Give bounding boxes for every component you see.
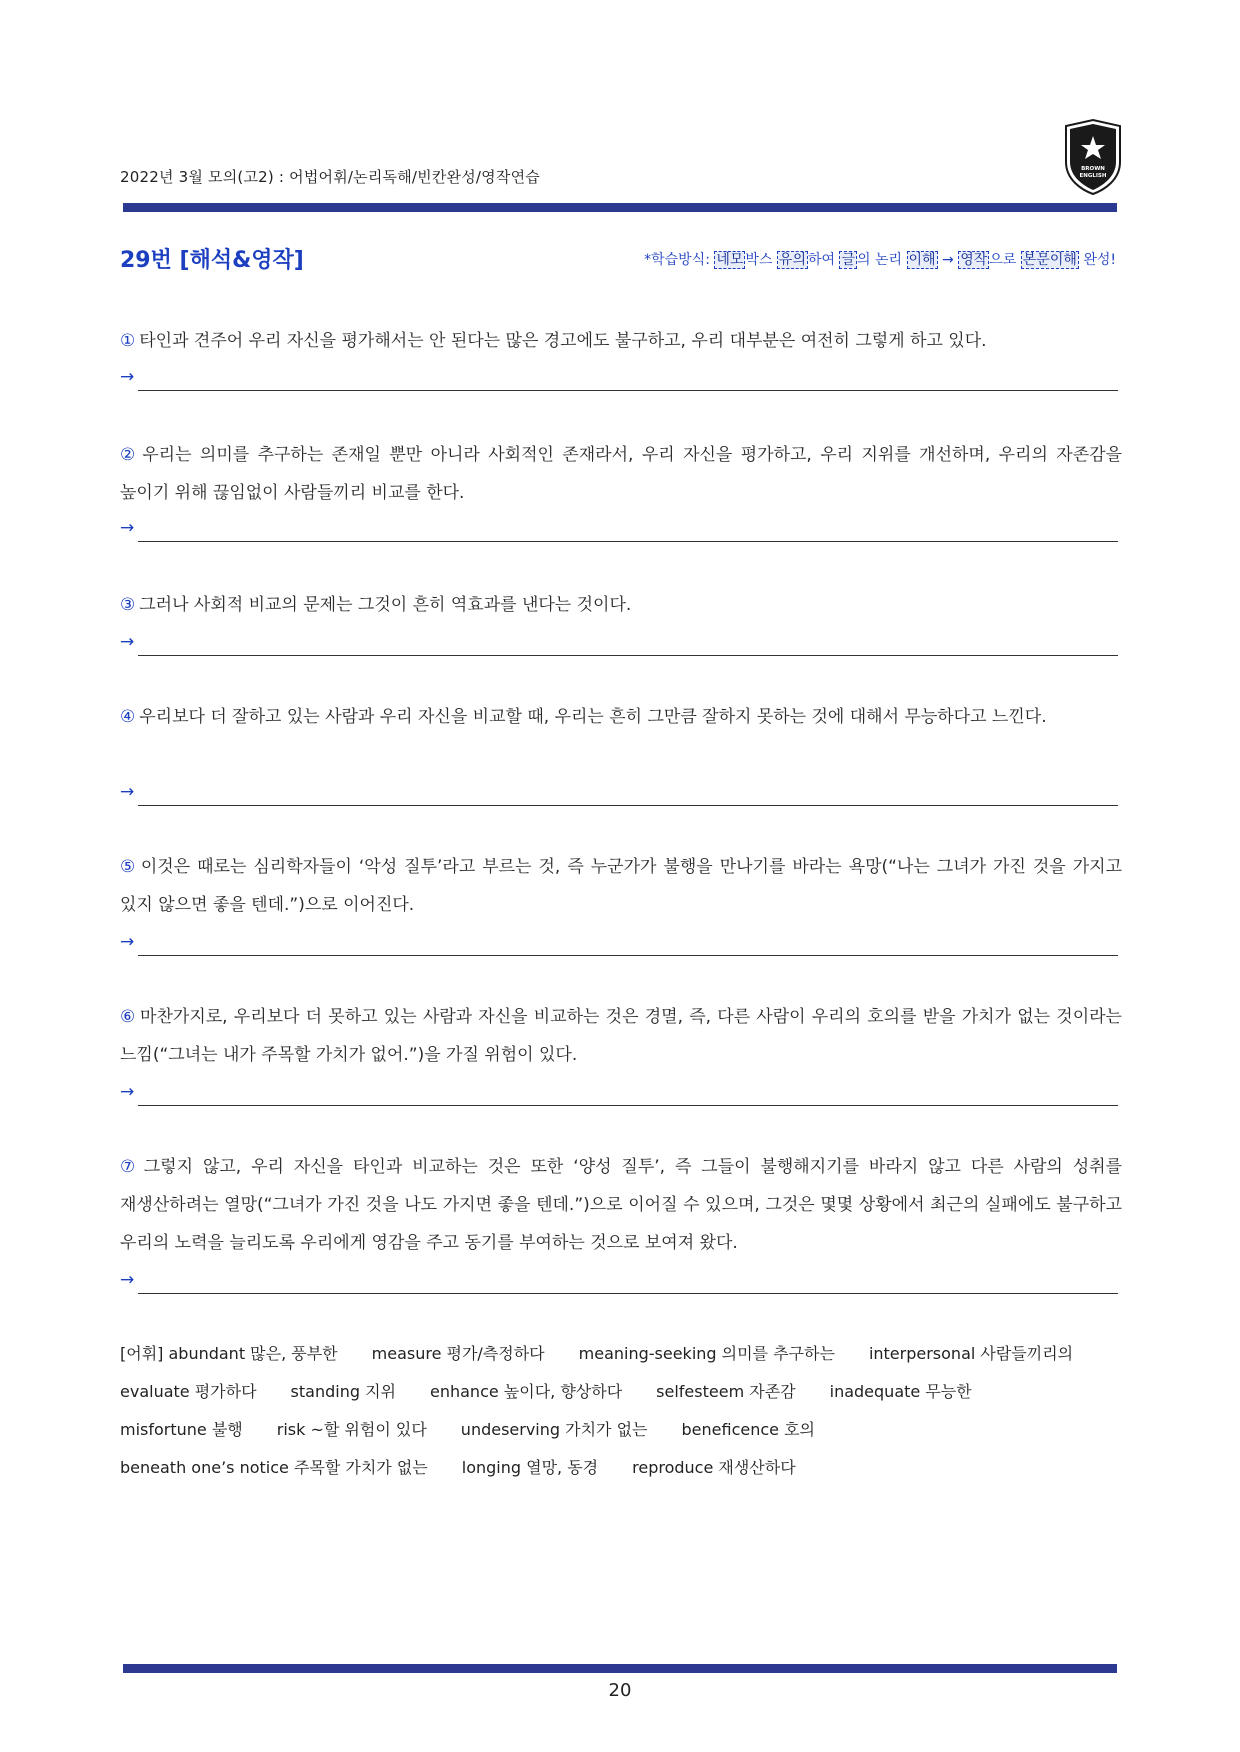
study-method-text-3: 의 논리 <box>857 252 907 268</box>
answer-line-2[interactable] <box>120 516 1118 546</box>
translation-item-2 <box>120 436 1122 512</box>
item-text: 타인과 견주어 우리 자신을 평가해서는 안 된다는 많은 경고에도 불구하고, 우리 대부분은 여전히 그렇게 하고 있다. <box>139 331 987 351</box>
translation-item-5 <box>120 848 1122 924</box>
document-header-title: 2022년 3월 모의(고2) : 어법어휘/논리독해/빈칸완성/영작연습 <box>120 168 540 186</box>
vocab-entry: meaning-seeking 의미를 추구하는 <box>578 1344 835 1363</box>
vocab-row-1 <box>120 1335 1120 1373</box>
translation-item-7 <box>120 1148 1122 1262</box>
arrow-icon: → <box>120 932 135 952</box>
item-number: ⑤ <box>120 857 137 877</box>
item-number: ② <box>120 445 139 465</box>
vocab-entry: enhance 높이다, 향상하다 <box>430 1382 623 1401</box>
arrow-icon: → <box>120 782 135 802</box>
item-text: 그러나 사회적 비교의 문제는 그것이 흔히 역효과를 낸다는 것이다. <box>139 595 632 615</box>
study-method-text-6: 완성! <box>1078 252 1116 268</box>
logo-line-2: ENGLISH <box>1079 173 1107 179</box>
writing-line[interactable] <box>138 1105 1118 1106</box>
item-text: 우리는 의미를 추구하는 존재일 뿐만 아니라 사회적인 존재라서, 우리 자신을 평가하고, 우리 지위를 개선하며, 우리의 자존감을 높이기 위해 끊임없이 사람들끼리 비교를 한다. <box>120 445 1122 503</box>
writing-line[interactable] <box>138 390 1118 391</box>
boxed-word-3: 글 <box>841 252 856 268</box>
translation-item-6 <box>120 998 1122 1074</box>
vocab-entry: [어휘] abundant 많은, 풍부한 <box>120 1344 338 1363</box>
item-number: ④ <box>120 707 136 727</box>
vocab-entry: interpersonal 사람들끼리의 <box>868 1344 1074 1363</box>
vocab-row-4 <box>120 1449 1120 1487</box>
vocab-entry: evaluate 평가하다 <box>120 1382 257 1401</box>
vocab-entry: reproduce 재생산하다 <box>632 1458 796 1477</box>
footer-divider-bar <box>123 1664 1117 1673</box>
item-text: 그렇지 않고, 우리 자신을 타인과 비교하는 것은 또한 ‘양성 질투’, 즉 그들이 불행해지기를 바라지 않고 다른 사람의 성취를 재생산하려는 열망(“그녀가 가진 것을 나도 가지면 좋을 텐데.”)으로 이어질 수 있으며, 그것은 몇몇 상황에서 최근의 실패에도 불구하고 우리의 노력을 늘리도록 우리에게 영감을 주고 동기를 부여하는 것으로 보여져 왔다. <box>120 1157 1122 1253</box>
answer-line-5[interactable] <box>120 930 1118 960</box>
arrow-icon: → <box>120 367 135 387</box>
vocab-entry: risk ~할 위험이 있다 <box>276 1420 427 1439</box>
brown-english-logo <box>1060 118 1126 196</box>
writing-line[interactable] <box>138 955 1118 956</box>
item-text: 이것은 때로는 심리학자들이 ‘악성 질투’라고 부르는 것, 즉 누군가가 불행을 만나기를 바라는 욕망(“나는 그녀가 가진 것을 가지고 있지 않으면 좋을 텐데.”)으로 이어진다. <box>120 857 1122 915</box>
study-method-prefix: *학습방식: <box>644 252 715 268</box>
answer-line-1[interactable] <box>120 365 1118 395</box>
item-text: 우리보다 더 잘하고 있는 사람과 우리 자신을 비교할 때, 우리는 흔히 그만큼 잘하지 못하는 것에 대해서 무능하다고 느낀다. <box>139 707 1047 727</box>
section-title: 29번 [해석&영작] <box>120 248 304 273</box>
translation-item-1 <box>120 322 1122 360</box>
arrow-icon: → <box>120 1270 135 1290</box>
arrow-icon: → <box>120 518 135 538</box>
boxed-word-5: 영작 <box>960 252 988 268</box>
vocab-row-3 <box>120 1411 1120 1449</box>
boxed-word-4: 이해 <box>908 252 936 268</box>
answer-line-7[interactable] <box>120 1268 1118 1298</box>
vocab-entry: undeserving 가치가 없는 <box>460 1420 648 1439</box>
vocab-entry: standing 지위 <box>290 1382 396 1401</box>
vocab-entry: longing 열망, 동경 <box>461 1458 599 1477</box>
boxed-word-2: 유의 <box>778 252 806 268</box>
study-method-text-2: 하여 <box>807 252 840 268</box>
vocab-entry: beneficence 호의 <box>681 1420 815 1439</box>
translation-item-3 <box>120 586 1122 624</box>
vocab-entry: misfortune 불행 <box>120 1420 243 1439</box>
vocabulary-list <box>120 1335 1120 1487</box>
answer-line-6[interactable] <box>120 1080 1118 1110</box>
item-number: ⑥ <box>120 1007 137 1027</box>
item-text: 마찬가지로, 우리보다 더 못하고 있는 사람과 자신을 비교하는 것은 경멸, 즉, 다른 사람이 우리의 호의를 받을 가치가 없는 것이라는 느낌(“그녀는 내가 주목할 가치가 없어.”)을 가질 위험이 있다. <box>120 1007 1122 1065</box>
answer-line-3[interactable] <box>120 630 1118 660</box>
answer-line-4[interactable] <box>120 780 1118 810</box>
vocab-entry: beneath one’s notice 주목할 가치가 없는 <box>120 1458 428 1477</box>
logo-line-1: BROWN <box>1081 166 1105 172</box>
boxed-word-1: 네모 <box>716 252 744 268</box>
boxed-word-6: 본문이해 <box>1022 252 1077 268</box>
header-divider-bar <box>123 203 1117 212</box>
writing-line[interactable] <box>138 541 1118 542</box>
item-number: ⑦ <box>120 1157 140 1177</box>
item-number: ① <box>120 331 136 351</box>
vocab-entry: measure 평가/측정하다 <box>371 1344 545 1363</box>
item-number: ③ <box>120 595 136 615</box>
header-divider-tick <box>1104 208 1112 210</box>
study-method-text-1: 박스 <box>745 252 777 268</box>
writing-line[interactable] <box>138 1293 1118 1294</box>
translation-item-4 <box>120 698 1122 736</box>
study-method-text-5: 으로 <box>989 252 1021 268</box>
page-number: 20 <box>608 1680 632 1701</box>
study-method-text-4: → <box>937 252 959 268</box>
writing-line[interactable] <box>138 805 1118 806</box>
arrow-icon: → <box>120 1082 135 1102</box>
vocab-row-2 <box>120 1373 1120 1411</box>
writing-line[interactable] <box>138 655 1118 656</box>
vocab-entry: inadequate 무능한 <box>829 1382 972 1401</box>
study-method-note <box>644 249 1116 269</box>
arrow-icon: → <box>120 632 135 652</box>
vocab-entry: selfesteem 자존감 <box>656 1382 796 1401</box>
